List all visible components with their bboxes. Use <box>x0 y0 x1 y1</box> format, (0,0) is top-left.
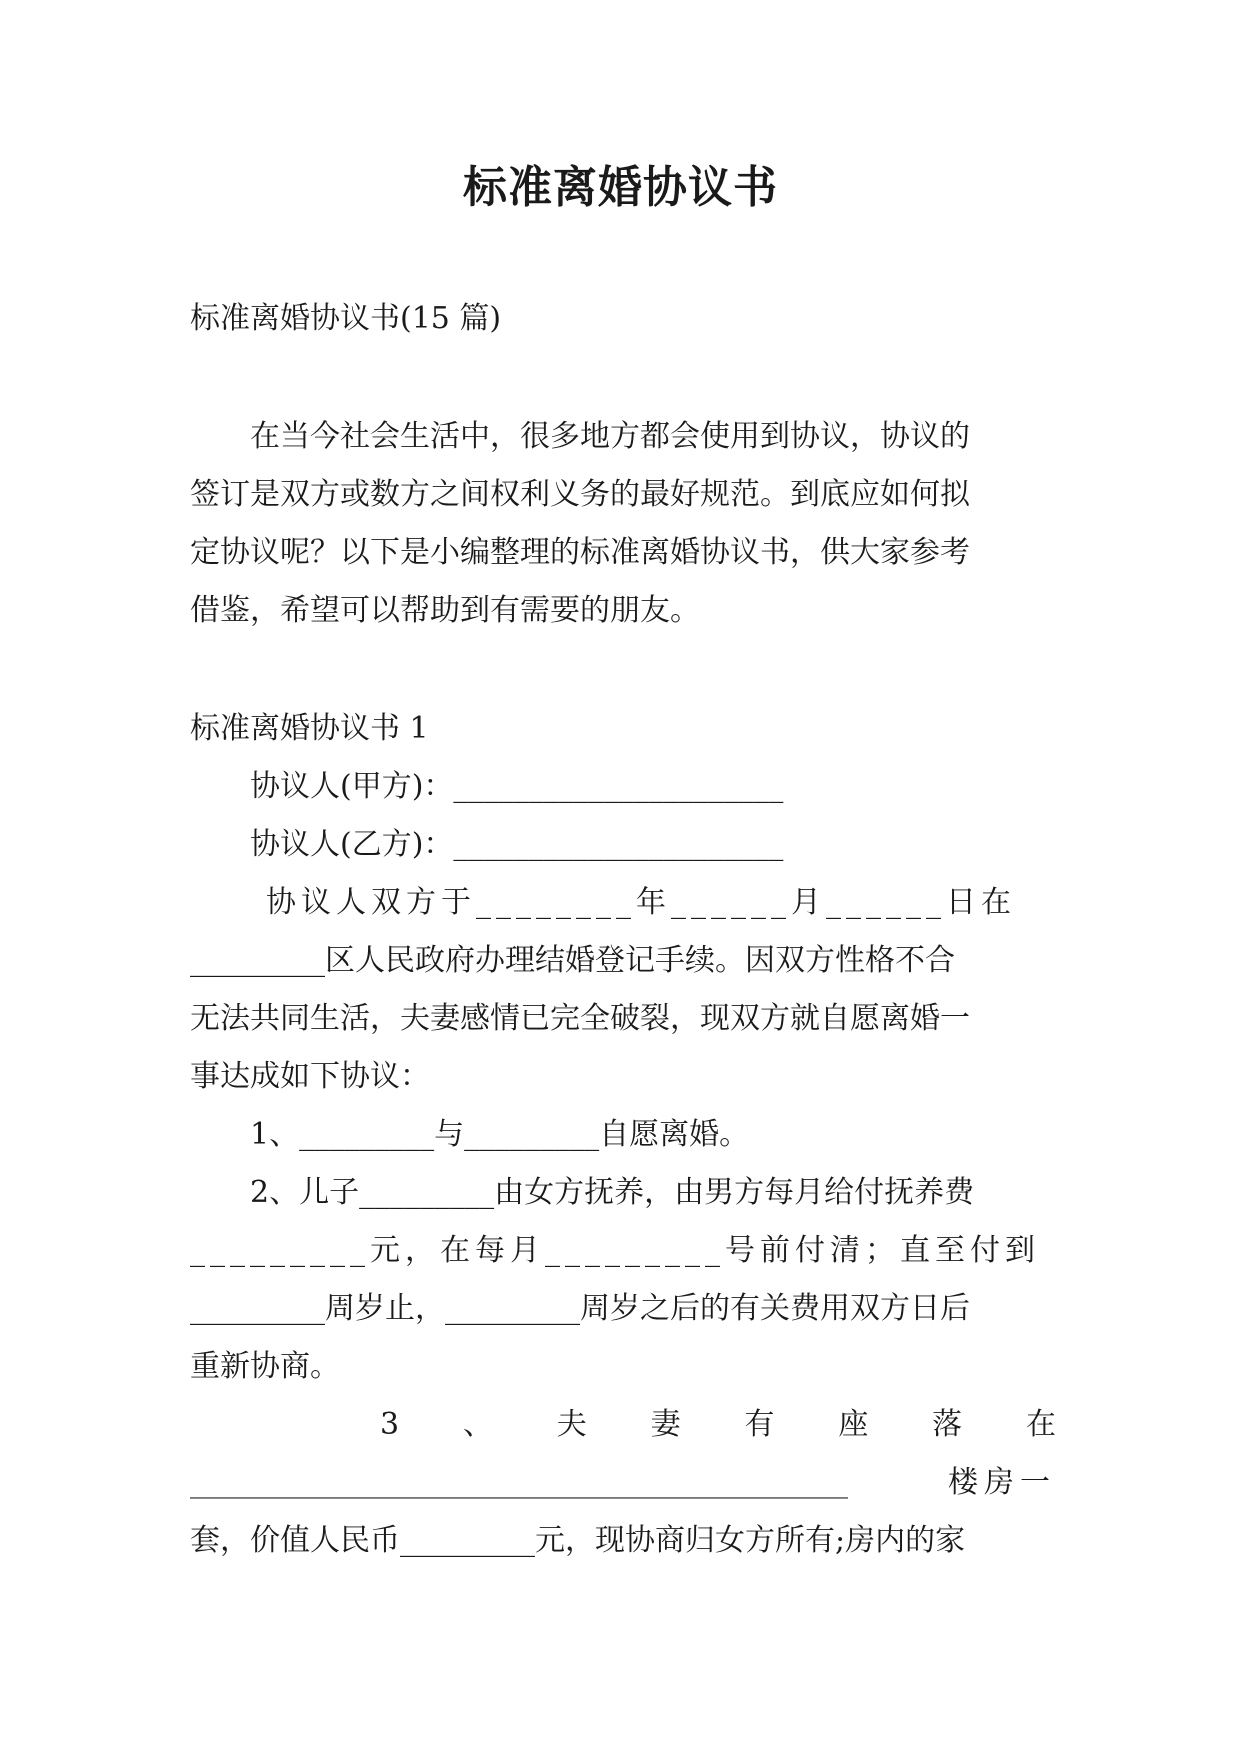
party-a-field: 协议人(甲方)：______________________ <box>250 769 784 804</box>
clause-2-line: 2、儿子_________由女方抚养，由男方每月给付抚养费 <box>250 1175 975 1210</box>
clause-3-line <box>190 1454 1056 1512</box>
agreement-line: 事达成如下协议： <box>190 1059 430 1094</box>
agreement-paragraph <box>190 874 1056 1106</box>
clause-3-char: 在 <box>1026 1407 1056 1442</box>
clause-3-line <box>190 1396 1056 1454</box>
clause-3-char: 夫 <box>556 1407 587 1442</box>
intro-line: 在当今社会生活中，很多地方都会使用到协议，协议的 <box>250 419 970 454</box>
intro-line: 定协议呢？以下是小编整理的标准离婚协议书，供大家参考 <box>190 535 970 570</box>
clause-3-line: 套，价值人民币_________元，现协商归女方所有;房内的家 <box>190 1523 966 1558</box>
clause-3-text: 楼房一 <box>948 1465 1056 1500</box>
document-subtitle: 标准离婚协议书(15 篇) <box>190 301 502 336</box>
agreement-line: 协议人双方于________年______月______日在 <box>266 885 1016 920</box>
clause-1: 1、_________与_________自愿离婚。 <box>250 1117 750 1152</box>
document-title: 标准离婚协议书 <box>463 162 778 213</box>
party-b-field: 协议人(乙方)：______________________ <box>250 827 784 862</box>
document-body <box>190 290 1056 1570</box>
clause-2-line: 重新协商。 <box>190 1349 340 1384</box>
intro-line: 签订是双方或数方之间权利义务的最好规范。到底应如何拟 <box>190 477 970 512</box>
clause-3-char: 妻 <box>650 1407 681 1442</box>
clause-3-char: 3 <box>380 1407 400 1442</box>
section-heading: 标准离婚协议书 1 <box>190 711 429 746</box>
clause-2-line: _________元，在每月_________号前付清；直至付到 <box>190 1233 1040 1268</box>
clause-3-char: 有 <box>744 1407 775 1442</box>
agreement-line: 无法共同生活，夫妻感情已完全破裂，现双方就自愿离婚一 <box>190 1001 970 1036</box>
clause-3-char: 、 <box>462 1407 493 1442</box>
clause-2-line: _________周岁止，_________周岁之后的有关费用双方日后 <box>190 1291 970 1326</box>
clause-3-char: 落 <box>932 1407 963 1442</box>
clause-2 <box>190 1164 1056 1396</box>
agreement-line: _________区人民政府办理结婚登记手续。因双方性格不合 <box>190 943 955 978</box>
clause-3 <box>190 1396 1056 1570</box>
clause-3-char: 座 <box>838 1407 869 1442</box>
intro-line: 借鉴，希望可以帮助到有需要的朋友。 <box>190 593 700 628</box>
intro-paragraph <box>190 408 1056 640</box>
address-blank: _______________________________________________ <box>190 1466 848 1499</box>
